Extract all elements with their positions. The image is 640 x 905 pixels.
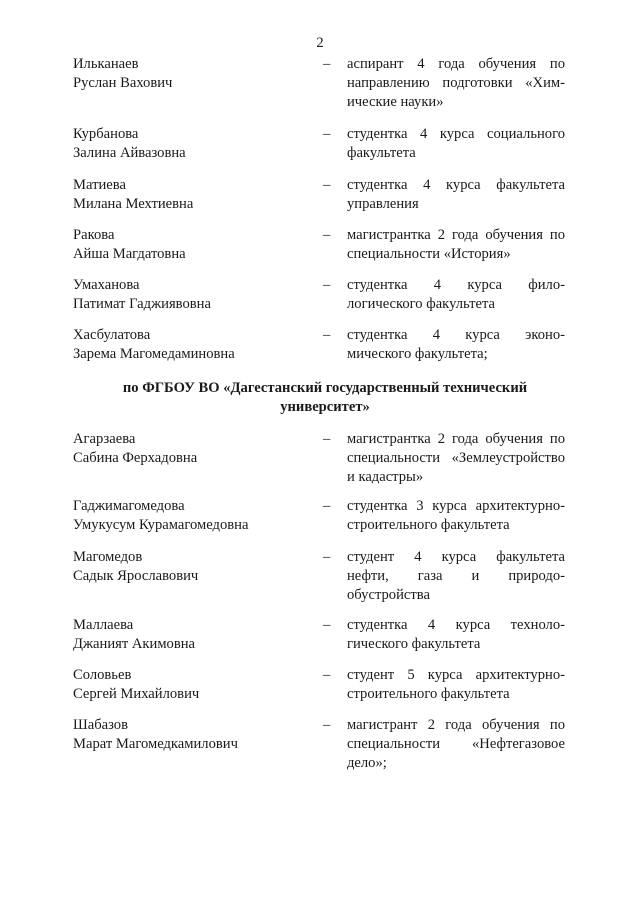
description-line: управления (347, 196, 419, 212)
given-names: Джаният Акимовна (73, 636, 196, 652)
person-name (73, 176, 313, 214)
dash: – (323, 498, 331, 514)
description-line: обустройства (347, 587, 430, 603)
dash: – (323, 227, 331, 243)
description-line: факультета (347, 145, 416, 161)
dash: – (323, 617, 331, 633)
page-number: 2 (316, 35, 324, 51)
description-line: строительного факультета (347, 686, 510, 702)
given-names: Умукусум Курамагомедовна (73, 517, 249, 533)
description (347, 276, 565, 314)
person-name (73, 276, 313, 314)
description (347, 226, 565, 264)
given-names: Патимат Гаджиявовна (73, 296, 211, 312)
dash: – (323, 277, 331, 293)
person-name (73, 430, 313, 468)
person-name (73, 497, 313, 535)
surname: Матиева (73, 177, 126, 193)
given-names: Залина Айвазовна (73, 145, 186, 161)
description (347, 430, 565, 487)
person-name (73, 55, 313, 93)
description-line: и кадастры» (347, 469, 424, 485)
description (347, 326, 565, 364)
person-name (73, 125, 313, 163)
description (347, 497, 565, 535)
description-line: гического факультета (347, 636, 481, 652)
dash: – (323, 717, 331, 733)
surname: Гаджимагомедова (73, 498, 185, 514)
dash: – (323, 177, 331, 193)
surname: Ракова (73, 227, 115, 243)
description-line: направлению подготовки «Хим- (347, 75, 565, 91)
description-line: студентка 4 курса эконо- (347, 327, 565, 343)
description-line: студент 5 курса архитектурно- (347, 667, 565, 683)
surname: Агарзаева (73, 431, 136, 447)
person-name (73, 716, 313, 754)
description-line: студентка 4 курса социального (347, 126, 565, 142)
description-line: логического факультета (347, 296, 495, 312)
surname: Ильканаев (73, 56, 139, 72)
description-line: магистрантка 2 года обучения по (347, 431, 565, 447)
given-names: Сергей Михайлович (73, 686, 200, 702)
person-name (73, 548, 313, 586)
description-line: студентка 4 курса фило- (347, 277, 565, 293)
description-line: ические науки» (347, 94, 444, 110)
description (347, 55, 565, 112)
person-name (73, 226, 313, 264)
section-heading (60, 379, 590, 417)
description-line: аспирант 4 года обучения по (347, 56, 565, 72)
dash: – (323, 667, 331, 683)
surname: Магомедов (73, 549, 143, 565)
description-line: нефти, газа и природо- (347, 568, 565, 584)
description (347, 666, 565, 704)
description-line: мического факультета; (347, 346, 488, 362)
description (347, 716, 565, 773)
description (347, 176, 565, 214)
given-names: Милана Мехтиевна (73, 196, 194, 212)
description-line: студентка 4 курса техноло- (347, 617, 565, 633)
person-name (73, 326, 313, 364)
description-line: студентка 3 курса архитектурно- (347, 498, 565, 514)
dash: – (323, 126, 331, 142)
heading-line: университет» (280, 399, 370, 415)
surname: Соловьев (73, 667, 132, 683)
description-line: специальности «Землеустройство (347, 450, 565, 466)
description-line: студентка 4 курса факультета (347, 177, 565, 193)
dash: – (323, 327, 331, 343)
person-name (73, 666, 313, 704)
given-names: Садык Ярославович (73, 568, 199, 584)
given-names: Сабина Ферхадовна (73, 450, 198, 466)
description-line: специальности «История» (347, 246, 511, 262)
description (347, 616, 565, 654)
description-line: студент 4 курса факультета (347, 549, 565, 565)
given-names: Зарема Магомедаминовна (73, 346, 235, 362)
description-line: специальности «Нефтегазовое (347, 736, 565, 752)
dash: – (323, 431, 331, 447)
description-line: магистрантка 2 года обучения по (347, 227, 565, 243)
surname: Маллаева (73, 617, 134, 633)
description-line: строительного факультета (347, 517, 510, 533)
description (347, 548, 565, 605)
given-names: Айша Магдатовна (73, 246, 186, 262)
description-line: магистрант 2 года обучения по (347, 717, 565, 733)
given-names: Руслан Вахович (73, 75, 173, 91)
surname: Курбанова (73, 126, 139, 142)
dash: – (323, 549, 331, 565)
surname: Умаханова (73, 277, 140, 293)
surname: Хасбулатова (73, 327, 151, 343)
description (347, 125, 565, 163)
person-name (73, 616, 313, 654)
dash: – (323, 56, 331, 72)
description-line: дело»; (347, 755, 387, 771)
heading-line: по ФГБОУ ВО «Дагестанский государственный технический (122, 380, 528, 396)
given-names: Марат Магомедкамилович (73, 736, 238, 752)
surname: Шабазов (73, 717, 128, 733)
